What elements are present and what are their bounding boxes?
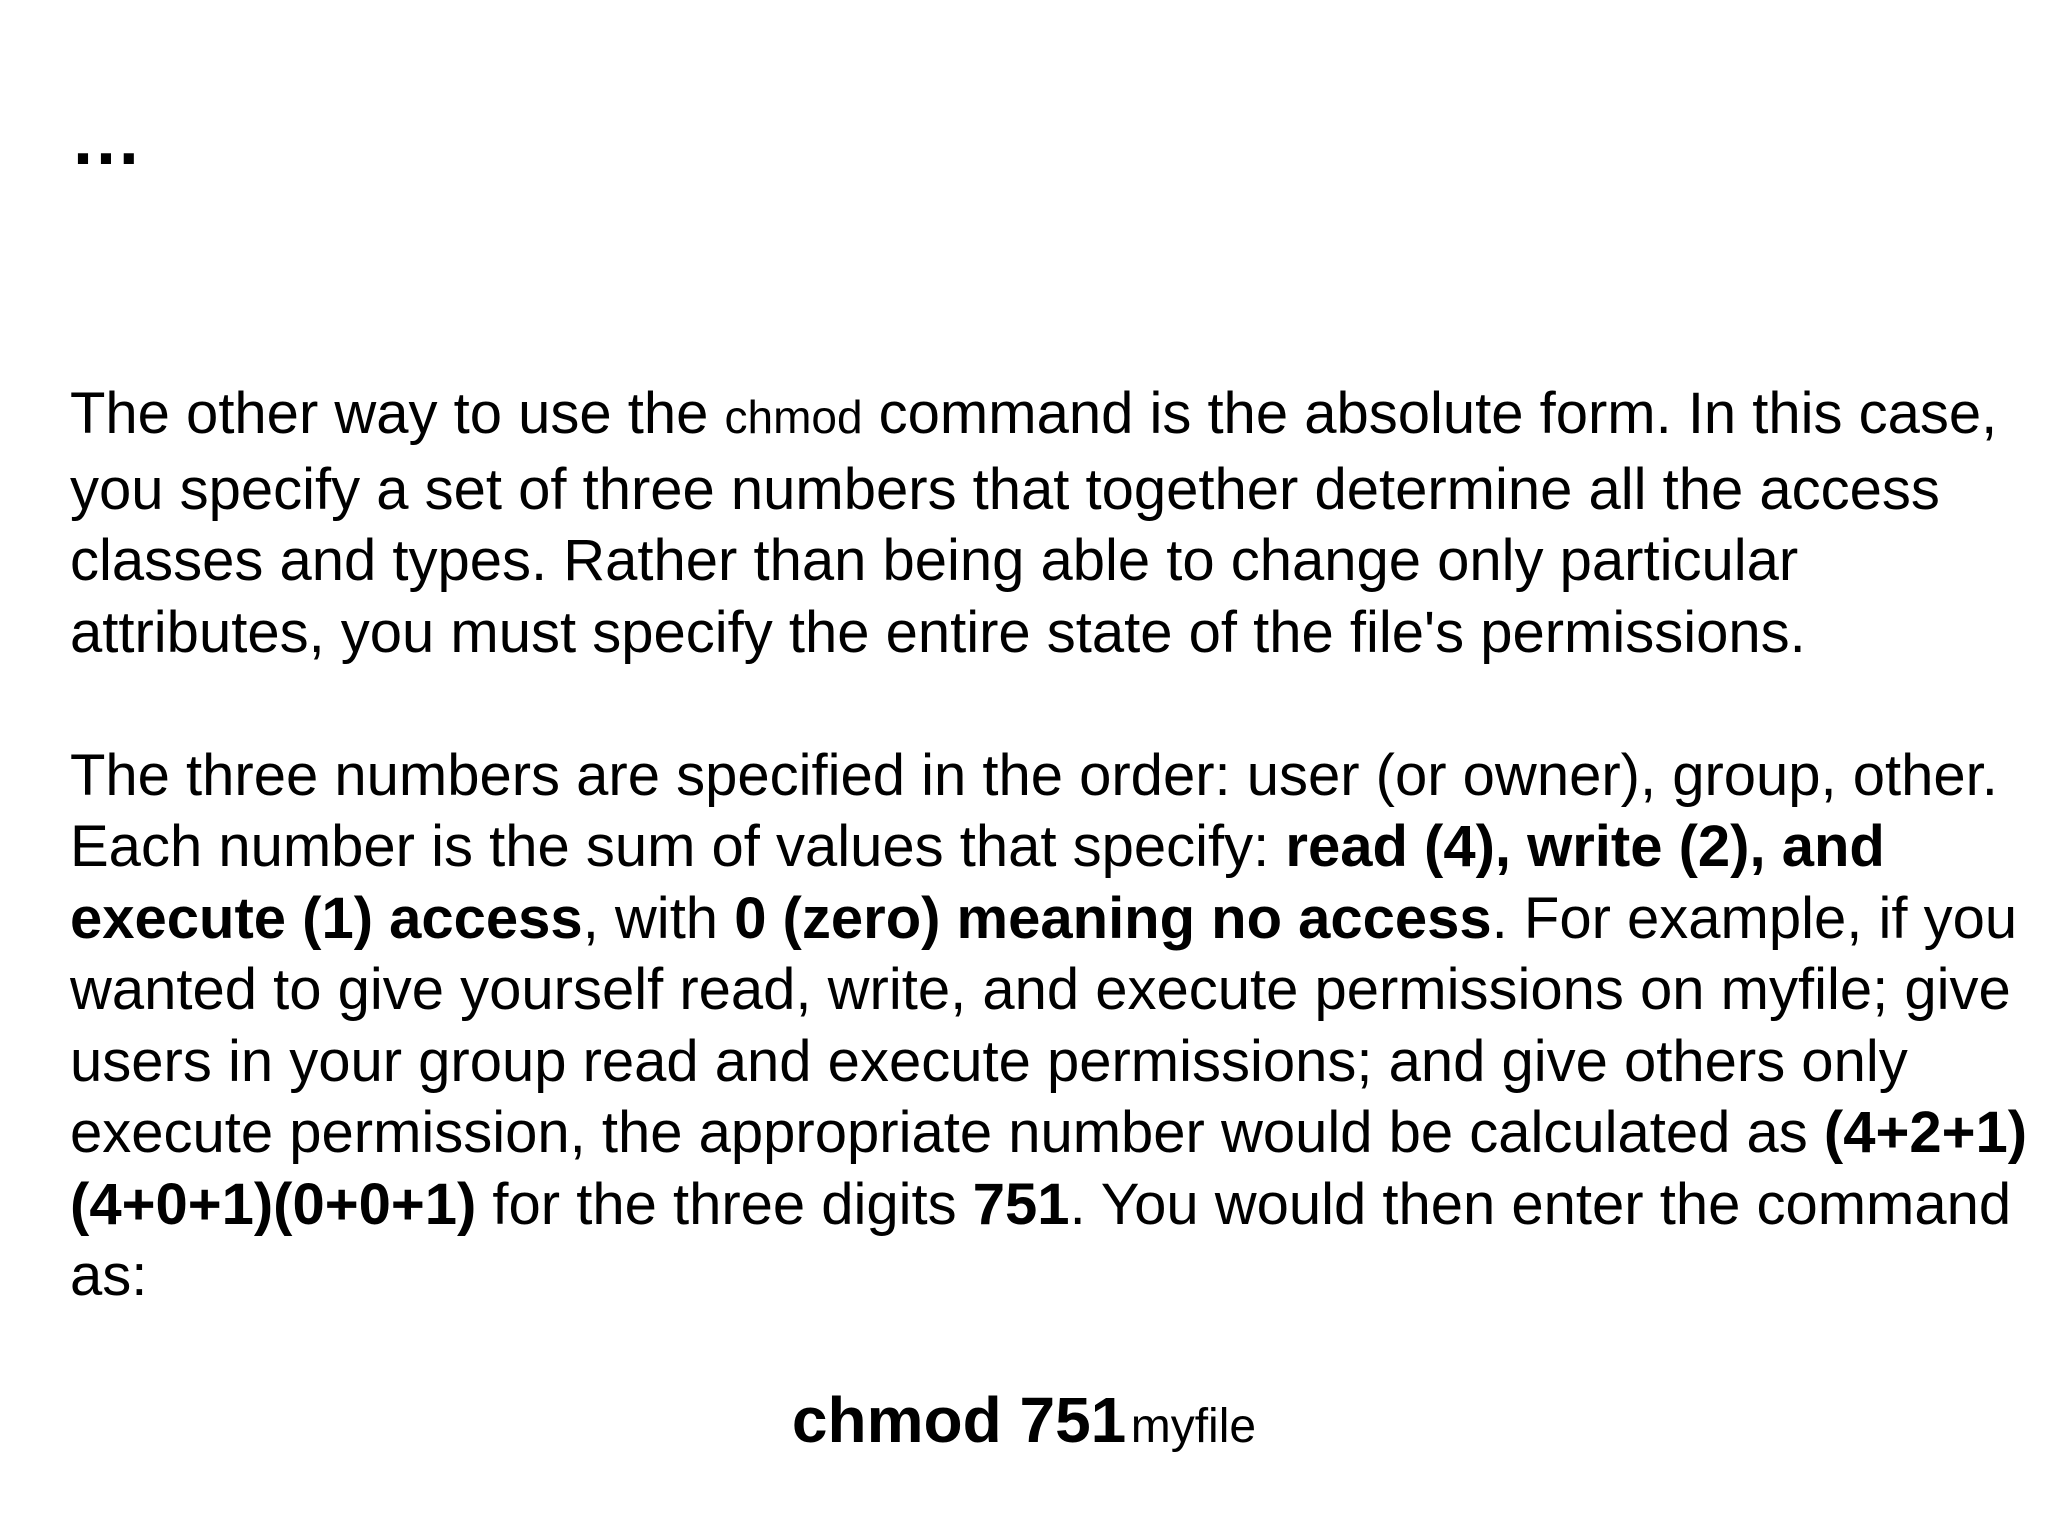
- paragraph2-text-4: for the three digits: [476, 1171, 973, 1237]
- command-chmod-751: chmod 751: [791, 1384, 1127, 1456]
- paragraph1-text-end: command is the absolute form. In this case, you specify a set of three numbers that together determine all the access classes and types. Rather than being able to change only particular attributes, you must specify the entire state of the file's permissions.: [70, 381, 1998, 665]
- paragraph-number-explanation: [70, 740, 2030, 1312]
- command-filename: myfile: [1130, 1400, 1257, 1453]
- slide-body: [70, 378, 2030, 1312]
- slide-title: …: [70, 100, 148, 180]
- paragraph2-text-5: . You would then enter the command as:: [70, 1171, 2012, 1308]
- paragraph2-text-1: The three numbers are specified in the order: user (or owner), group, other. Each number is the sum of values that specify:: [70, 742, 1998, 879]
- no-access-bold: 0 (zero) meaning no access: [734, 885, 1492, 951]
- permission-values-bold: read (4), write (2), and execute (1) access: [70, 814, 1885, 951]
- paragraph1-text-start: The other way to use the: [70, 381, 725, 446]
- paragraph-absolute-form: [70, 378, 2030, 668]
- calculation-bold: (4+2+1)(4+0+1)(0+0+1): [70, 1100, 2028, 1237]
- inline-command-chmod: chmod: [724, 391, 863, 443]
- paragraph-spacer: [70, 668, 2030, 740]
- command-example: [0, 1380, 2048, 1478]
- paragraph2-text-2: , with: [582, 885, 735, 951]
- digits-bold: 751: [972, 1171, 1070, 1237]
- paragraph2-text-3: . For example, if you wanted to give yourself read, write, and execute permissions on myfile; give users in your group read and execute permissions; and give others only execute permission, the appropriate number would be calculated as: [70, 885, 2018, 1165]
